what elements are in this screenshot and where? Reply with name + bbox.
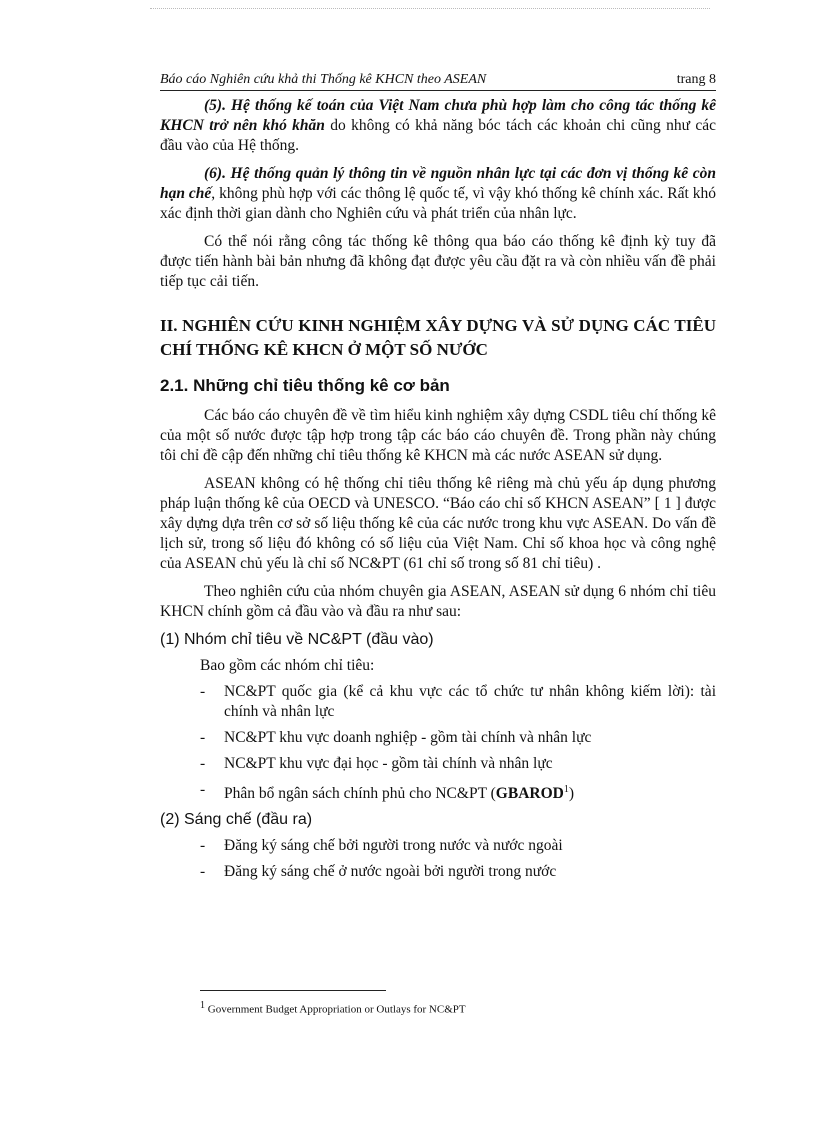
paragraph-5 xyxy=(160,96,716,156)
subsection-paragraph-3: Theo nghiên cứu của nhóm chuyên gia ASEAN, ASEAN sử dụng 6 nhóm chỉ tiêu KHCN chính gồm cả đầu vào và đầu ra như sau: xyxy=(160,583,716,620)
paragraph-6-number: (6). xyxy=(204,165,226,182)
subsection-heading: 2.1. Những chỉ tiêu thống kê cơ bản xyxy=(160,376,450,395)
page-header xyxy=(160,72,716,91)
group-1-intro: Bao gồm các nhóm chỉ tiêu: xyxy=(200,657,375,674)
footnote-text: Government Budget Appropriation or Outlays for NC&PT xyxy=(207,1003,466,1016)
paragraph-6 xyxy=(160,164,716,224)
section-heading: II. NGHIÊN CỨU KINH NGHIỆM XÂY DỰNG VÀ SỬ DỤNG CÁC TIÊU CHÍ THỐNG KÊ KHCN Ở MỘT SỐ NƯỚC xyxy=(160,316,716,359)
paragraph-7: Có thể nói rằng công tác thống kê thông qua báo cáo thống kê định kỳ tuy đã được tiến hành bài bản nhưng đã không đạt được yêu cầu đặt ra và còn nhiều vấn đề phải tiếp tục cải tiến. xyxy=(160,233,716,290)
list-item: - Đăng ký sáng chế bởi người trong nước và nước ngoài xyxy=(200,837,563,855)
paragraph-6-text: , không phù hợp với các thông lệ quốc tế, vì vậy khó thống kê chính xác. Rất khó xác định thời gian dành cho Nghiên cứu và phát triển của nhân lực. xyxy=(160,185,716,222)
paragraph-6-emphasis: Hệ thống quản lý thông tin về nguồn nhân lực tại các đơn vị thống kê còn hạn chế xyxy=(160,165,716,202)
footnote xyxy=(200,1000,466,1016)
header-title: Báo cáo Nghiên cứu khả thi Thống kê KHCN theo ASEAN xyxy=(160,72,487,87)
list-item: - NC&PT khu vực đại học - gồm tài chính và nhân lực xyxy=(200,755,553,772)
gbarod-term: GBAROD xyxy=(495,785,564,803)
scan-artifact-top xyxy=(150,8,710,13)
group-2-list xyxy=(160,836,716,882)
footnote-ref: 1 xyxy=(563,784,569,795)
paragraph-5-number: (5). xyxy=(204,97,226,114)
group-1-list xyxy=(160,682,716,804)
footnote-number: 1 xyxy=(200,1000,205,1011)
paragraph-5-text: do không có khả năng bóc tách các khoản chi cũng như các đầu vào của Hệ thống. xyxy=(160,117,716,154)
list-item: - Đăng ký sáng chế ở nước ngoài bởi người trong nước xyxy=(200,863,557,881)
list-item: - NC&PT khu vực doanh nghiệp - gồm tài chính và nhân lực xyxy=(200,729,592,746)
group-2-heading: (2) Sáng chế (đầu ra) xyxy=(160,811,313,829)
subsection-paragraph-2: ASEAN không có hệ thống chỉ tiêu thống kê riêng mà chủ yếu áp dụng phương pháp luận thống kê của OECD và UNESCO. “Báo cáo chỉ số KHCN ASEAN” [ 1 ] được xây dựng dựa trên cơ sở số liệu thống kê của các nước trong khu vực ASEAN. Do vấn đề lịch sử, trong số liệu đó không có số liệu của Việt Nam. Chỉ số khoa học và công nghệ của ASEAN chủ yếu là chỉ số NC&PT (61 chỉ số trong số 81 chỉ tiêu) . xyxy=(160,475,716,572)
list-item: - Phân bổ ngân sách chính phủ cho NC&PT (GBAROD$^1$) xyxy=(200,781,575,803)
list-item: - NC&PT quốc gia (kể cả khu vực các tổ chức tư nhân không kiếm lời): tài chính và nhân lực xyxy=(200,683,716,720)
paragraph-5-emphasis: Hệ thống kế toán của Việt Nam chưa phù hợp làm cho công tác thống kê KHCN trở nên khó khăn xyxy=(160,97,716,134)
group-1-heading: (1) Nhóm chỉ tiêu về NC&PT (đầu vào) xyxy=(160,631,434,648)
page-content xyxy=(160,96,716,888)
page-number: trang 8 xyxy=(676,72,716,87)
subsection-paragraph-1: Các báo cáo chuyên đề về tìm hiểu kinh nghiệm xây dựng CSDL tiêu chí thống kê của một số nước được tập hợp trong tập các báo cáo chuyên đề. Trong phần này chúng tôi chỉ đề cập đến những chỉ tiêu thống kê KHCN mà các nước ASEAN sử dụng. xyxy=(160,407,716,464)
footnote-divider xyxy=(200,990,386,991)
